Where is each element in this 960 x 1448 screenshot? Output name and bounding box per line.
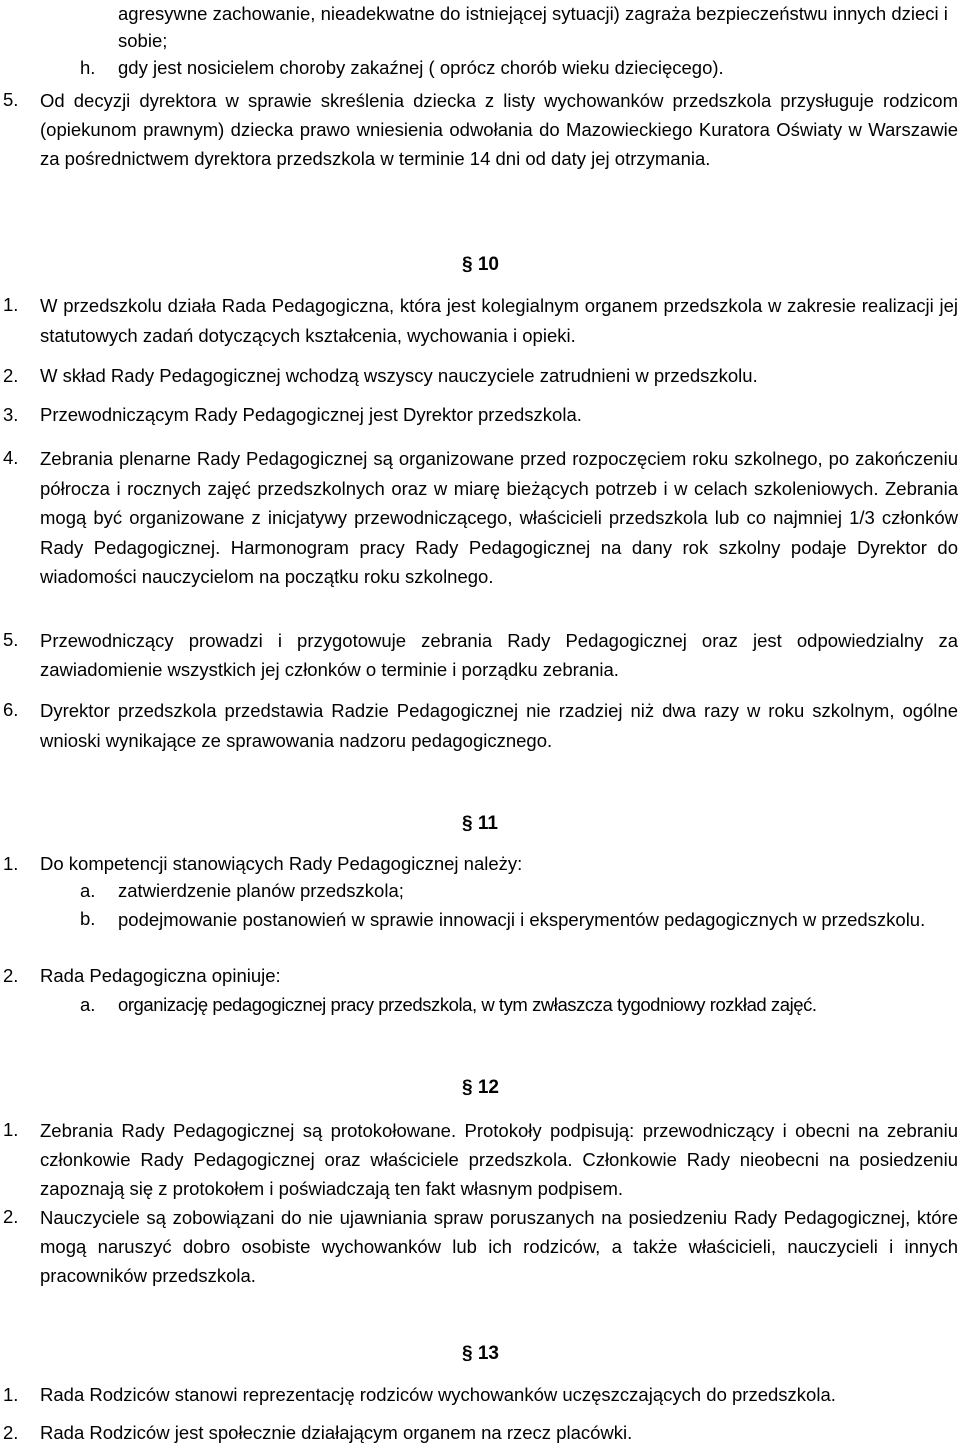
paragraph-text: Dyrektor przedszkola przedstawia Radzie Pedagogicznej nie rzadziej niż dwa razy w roku szkolnym, ogólne wnioski wynikające ze sprawowania nadzoru pedagogicznego. [40,700,958,751]
paragraph-text: Rada Pedagogiczna opiniuje: [40,965,281,986]
paragraph-number: 2. [3,1422,19,1443]
paragraph-number: 5. [3,89,19,110]
section-heading-13: § 13 [462,1343,499,1364]
paragraph-number: 2. [3,965,19,986]
paragraph-text: Rada Rodziców jest społecznie działającym organem na rzecz placówki. [40,1422,633,1443]
paragraph-number: 2. [3,365,19,386]
paragraph-text: Przewodniczącym Rady Pedagogicznej jest Dyrektor przedszkola. [40,404,582,425]
paragraph-number: 1. [3,853,19,874]
paragraph-text: Zebrania plenarne Rady Pedagogicznej są organizowane przed rozpoczęciem roku szkolnego, po zakończeniu półrocza i rocznych zajęć przedszkolnych oraz w miarę bieżących potrzeb i w celach szkoleniowych. Zebrania mogą być organizowane z inicjatywy przewodniczącego, właścicieli przedszkola lub co najmniej 1/3 członków Rady Pedagogicznej. Harmonogram pracy Rady Pedagogicznej na dany rok szkolny podaje Dyrektor do wiadomości nauczycielom na początku roku szkolnego. [40,448,958,587]
list-item-label: h. [80,57,96,78]
paragraph-text: Zebrania Rady Pedagogicznej są protokołowane. Protokoły podpisują: przewodniczący i obecni na zebraniu członkowie Rady Pedagogicznej oraz właściciele przedszkola. Członkowie Rady nieobecni na posiedzeniu zapoznają się z protokołem i poświadczają ten fakt własnym podpisem. [40,1120,958,1199]
paragraph-number: 5. [3,629,19,650]
paragraph-number: 1. [3,1119,19,1140]
paragraph-text: Przewodniczący prowadzi i przygotowuje zebrania Rady Pedagogicznej oraz jest odpowiedzialny za zawiadomienie wszystkich jej członków o terminie i porządku zebrania. [40,630,958,680]
paragraph-text: Od decyzji dyrektora w sprawie skreślenia dziecka z listy wychowanków przedszkola przysługuje rodzicom (opiekunom prawnym) dziecka prawo wniesienia odwołania do Mazowieckiego Kuratora Oświaty w Warszawie za pośrednictwem dyrektora przedszkola w terminie 14 dni od daty jej otrzymania. [40,90,958,169]
list-item-label: a. [80,994,96,1015]
paragraph-number: 6. [3,699,19,720]
list-item-label: b. [80,908,96,929]
paragraph-number: 1. [3,294,19,315]
list-item-label: a. [80,880,96,901]
paragraph-text: W przedszkolu działa Rada Pedagogiczna, która jest kolegialnym organem przedszkola w zakresie realizacji jej statutowych zadań dotyczących kształcenia, wychowania i opieki. [40,295,958,346]
list-item-text: gdy jest nosicielem choroby zakaźnej ( oprócz chorób wieku dziecięcego). [118,57,724,78]
section-heading-12: § 12 [462,1077,499,1098]
paragraph-text: W skład Rady Pedagogicznej wchodzą wszyscy nauczyciele zatrudnieni w przedszkolu. [40,365,758,386]
section-heading-10: § 10 [462,254,499,275]
paragraph-text: Do kompetencji stanowiących Rady Pedagogicznej należy: [40,853,523,874]
list-item-text: zatwierdzenie planów przedszkola; [118,880,404,901]
section-heading-11: § 11 [462,813,498,834]
paragraph-number: 2. [3,1206,19,1227]
paragraph-number: 1. [3,1384,19,1405]
list-item-text: organizację pedagogicznej pracy przedszkola, w tym zwłaszcza tygodniowy rozkład zajęć. [118,994,817,1015]
paragraph-text: Rada Rodziców stanowi reprezentację rodziców wychowanków uczęszczających do przedszkola. [40,1384,836,1405]
list-item-text: podejmowanie postanowień w sprawie innowacji i eksperymentów pedagogicznych w przedszkolu. [118,909,926,930]
paragraph-number: 3. [3,404,19,425]
list-item-text: agresywne zachowanie, nieadekwatne do istniejącej sytuacji) zagraża bezpieczeństwu innych dzieci i sobie; [118,3,948,51]
paragraph-text: Nauczyciele są zobowiązani do nie ujawniania spraw poruszanych na posiedzeniu Rady Pedagogicznej, które mogą naruszyć dobro osobiste wychowanków lub ich rodziców, a także właścicieli, nauczycieli i innych pracowników przedszkola. [40,1207,958,1286]
paragraph-number: 4. [3,447,19,468]
